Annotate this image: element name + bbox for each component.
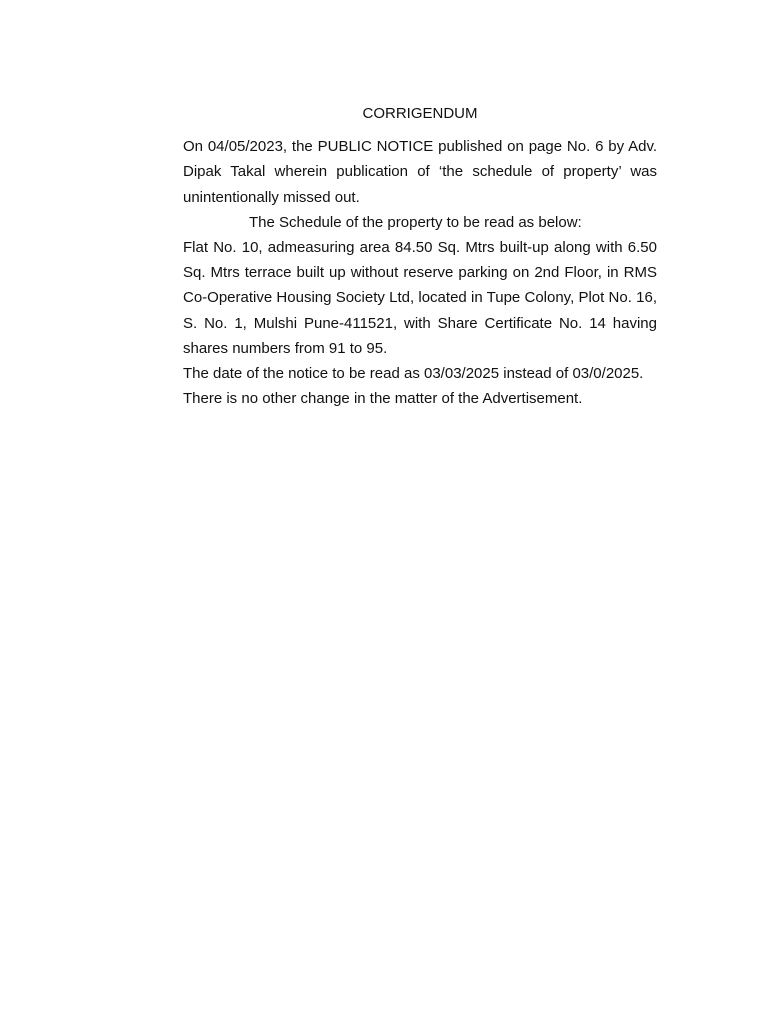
closing-paragraph: There is no other change in the matter of the Advertisement. [183,390,583,408]
date-correction-paragraph: The date of the notice to be read as 03/03/2025 instead of 03/0/2025. [183,365,644,383]
corrigendum-notice [183,101,657,411]
schedule-paragraph: Flat No. 10, admeasuring area 84.50 Sq. Mtrs built-up along with 6.50 Sq. Mtrs terrace built up without reserve parking on 2nd Floor, in RMS Co-Operative Housing Society Ltd, located in Tupe Colony, Plot No. 16, S. No. 1, Mulshi Pune-411521, with Share Certificate No. 14 having shares numbers from 91 to 95. [183,239,657,357]
document-title: CORRIGENDUM [362,105,478,122]
intro-paragraph: On 04/05/2023, the PUBLIC NOTICE published on page No. 6 by Adv. Dipak Takal wherein publication of ‘the schedule of property’ was unintentionally missed out. [183,138,657,206]
schedule-heading: The Schedule of the property to be read as below: [249,213,582,231]
